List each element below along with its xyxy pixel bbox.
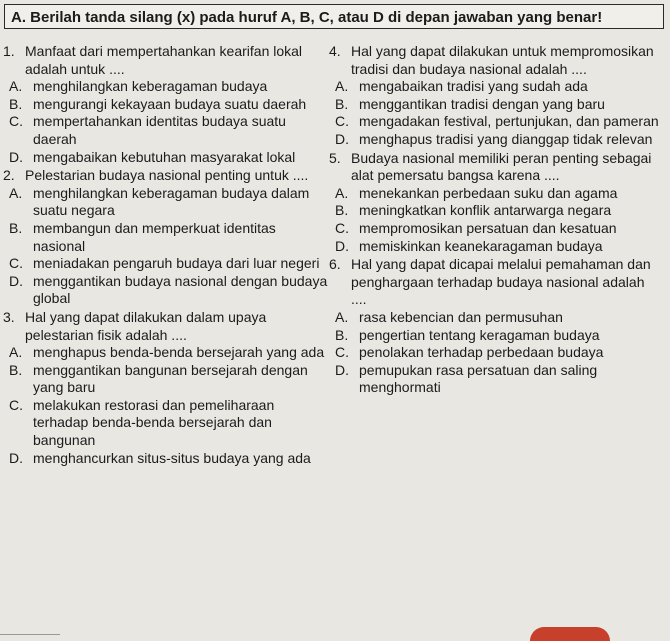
left-column bbox=[3, 43, 329, 468]
answer-option[interactable] bbox=[3, 397, 329, 450]
answer-option[interactable] bbox=[3, 78, 329, 96]
option-text: mempromosikan persatuan dan kesatuan bbox=[359, 219, 617, 236]
answer-option[interactable] bbox=[329, 113, 663, 131]
answer-option[interactable] bbox=[329, 362, 663, 397]
option-text: melakukan restorasi dan pemeliharaan terhadap benda-benda bersejarah dan bangunan bbox=[33, 396, 275, 449]
answer-option[interactable] bbox=[3, 149, 329, 167]
divider bbox=[0, 634, 60, 635]
question-1 bbox=[3, 43, 329, 166]
option-letter: C. bbox=[9, 255, 23, 272]
option-text: pengertian tentang keragaman budaya bbox=[359, 326, 600, 343]
option-text: menghapus tradisi yang dianggap tidak relevan bbox=[359, 130, 653, 147]
option-letter: B. bbox=[9, 95, 23, 112]
option-letter: A. bbox=[9, 344, 23, 361]
question-stem bbox=[3, 309, 329, 344]
question-text: Pelestarian budaya nasional penting untuk .... bbox=[25, 167, 309, 184]
option-letter: D. bbox=[335, 361, 349, 378]
question-text: Manfaat dari mempertahankan kearifan lokal adalah untuk .... bbox=[25, 43, 303, 77]
option-text: membangun dan memperkuat identitas nasional bbox=[33, 219, 276, 254]
answer-option[interactable] bbox=[329, 220, 663, 238]
option-letter: A. bbox=[335, 78, 349, 95]
option-letter: B. bbox=[335, 326, 349, 343]
question-5 bbox=[329, 150, 663, 256]
option-text: mengabaikan kebutuhan masyarakat lokal bbox=[33, 148, 296, 165]
option-letter: D. bbox=[335, 237, 349, 254]
right-column bbox=[329, 43, 663, 398]
section-instruction: A. Berilah tanda silang (x) pada huruf A, B, C, atau D di depan jawaban yang benar! bbox=[4, 4, 664, 29]
answer-option[interactable] bbox=[3, 344, 329, 362]
answer-option[interactable] bbox=[329, 327, 663, 345]
answer-option[interactable] bbox=[329, 185, 663, 203]
option-letter: C. bbox=[9, 396, 23, 413]
question-text: Budaya nasional memiliki peran penting sebagai alat pemersatu bangsa karena .... bbox=[351, 149, 652, 184]
option-letter: D. bbox=[9, 148, 23, 165]
option-letter: A. bbox=[335, 184, 349, 201]
question-number: 5. bbox=[329, 149, 341, 166]
option-letter: C. bbox=[335, 344, 349, 361]
option-text: menggantikan tradisi dengan yang baru bbox=[359, 95, 605, 112]
question-2 bbox=[3, 167, 329, 308]
option-letter: C. bbox=[9, 113, 23, 130]
question-number: 4. bbox=[329, 43, 341, 59]
option-letter: C. bbox=[335, 113, 349, 130]
option-letter: B. bbox=[335, 95, 349, 112]
answer-option[interactable] bbox=[329, 96, 663, 114]
question-3 bbox=[3, 309, 329, 467]
option-letter: A. bbox=[9, 78, 23, 95]
option-text: rasa kebencian dan permusuhan bbox=[359, 308, 563, 325]
option-text: pemupukan rasa persatuan dan saling menghormati bbox=[359, 361, 598, 396]
option-letter: D. bbox=[335, 130, 349, 147]
option-letter: B. bbox=[9, 219, 23, 236]
answer-option[interactable] bbox=[3, 185, 329, 220]
question-stem bbox=[329, 150, 663, 185]
option-letter: B. bbox=[335, 202, 349, 219]
option-letter: C. bbox=[335, 219, 349, 236]
option-text: penolakan terhadap perbedaan budaya bbox=[359, 344, 604, 361]
question-number: 6. bbox=[329, 256, 341, 273]
option-text: mengadakan festival, pertunjukan, dan pameran bbox=[359, 113, 659, 130]
answer-option[interactable] bbox=[3, 113, 329, 148]
question-6 bbox=[329, 256, 663, 397]
option-text: menghilangkan keberagaman budaya bbox=[33, 78, 268, 95]
option-text: menghilangkan keberagaman budaya dalam suatu negara bbox=[33, 184, 310, 219]
answer-option[interactable] bbox=[3, 255, 329, 273]
option-letter: D. bbox=[9, 449, 23, 466]
option-letter: B. bbox=[9, 361, 23, 378]
question-text: Hal yang dapat dicapai melalui pemahaman dan penghargaan terhadap budaya nasional adalah .... bbox=[351, 256, 651, 308]
answer-option[interactable] bbox=[3, 362, 329, 397]
decorative-shape bbox=[530, 627, 610, 641]
question-number: 3. bbox=[3, 308, 15, 325]
option-text: meningkatkan konflik antarwarga negara bbox=[359, 202, 612, 219]
answer-option[interactable] bbox=[3, 450, 329, 468]
question-text: Hal yang dapat dilakukan dalam upaya pelestarian fisik adalah .... bbox=[25, 308, 267, 343]
option-text: mengabaikan tradisi yang sudah ada bbox=[359, 78, 588, 95]
option-text: menghapus benda-benda bersejarah yang ada bbox=[33, 344, 325, 361]
question-number: 2. bbox=[3, 167, 15, 184]
option-text: mempertahankan identitas budaya suatu daerah bbox=[33, 113, 286, 147]
answer-option[interactable] bbox=[3, 96, 329, 114]
option-text: menggantikan bangunan bersejarah dengan yang baru bbox=[33, 361, 308, 396]
answer-option[interactable] bbox=[329, 78, 663, 96]
option-letter: A. bbox=[9, 184, 23, 201]
option-text: menekankan perbedaan suku dan agama bbox=[359, 184, 618, 201]
option-text: meniadakan pengaruh budaya dari luar negeri bbox=[33, 255, 320, 272]
question-stem bbox=[329, 43, 663, 78]
answer-option[interactable] bbox=[3, 220, 329, 255]
question-text: Hal yang dapat dilakukan untuk mempromosikan tradisi dan budaya nasional adalah .... bbox=[351, 43, 654, 77]
answer-option[interactable] bbox=[329, 131, 663, 149]
option-text: mengurangi kekayaan budaya suatu daerah bbox=[33, 95, 307, 112]
question-number: 1. bbox=[3, 43, 15, 59]
option-text: menggantikan budaya nasional dengan budaya global bbox=[33, 272, 328, 307]
answer-option[interactable] bbox=[329, 309, 663, 327]
answer-option[interactable] bbox=[329, 202, 663, 220]
question-stem bbox=[3, 43, 329, 78]
option-text: menghancurkan situs-situs budaya yang ada bbox=[33, 449, 311, 466]
answer-option[interactable] bbox=[329, 238, 663, 256]
question-stem bbox=[329, 256, 663, 309]
question-4 bbox=[329, 43, 663, 149]
option-text: memiskinkan keanekaragaman budaya bbox=[359, 237, 603, 254]
option-letter: D. bbox=[9, 272, 23, 289]
option-letter: A. bbox=[335, 308, 349, 325]
question-stem bbox=[3, 167, 329, 185]
answer-option[interactable] bbox=[329, 344, 663, 362]
answer-option[interactable] bbox=[3, 273, 329, 308]
